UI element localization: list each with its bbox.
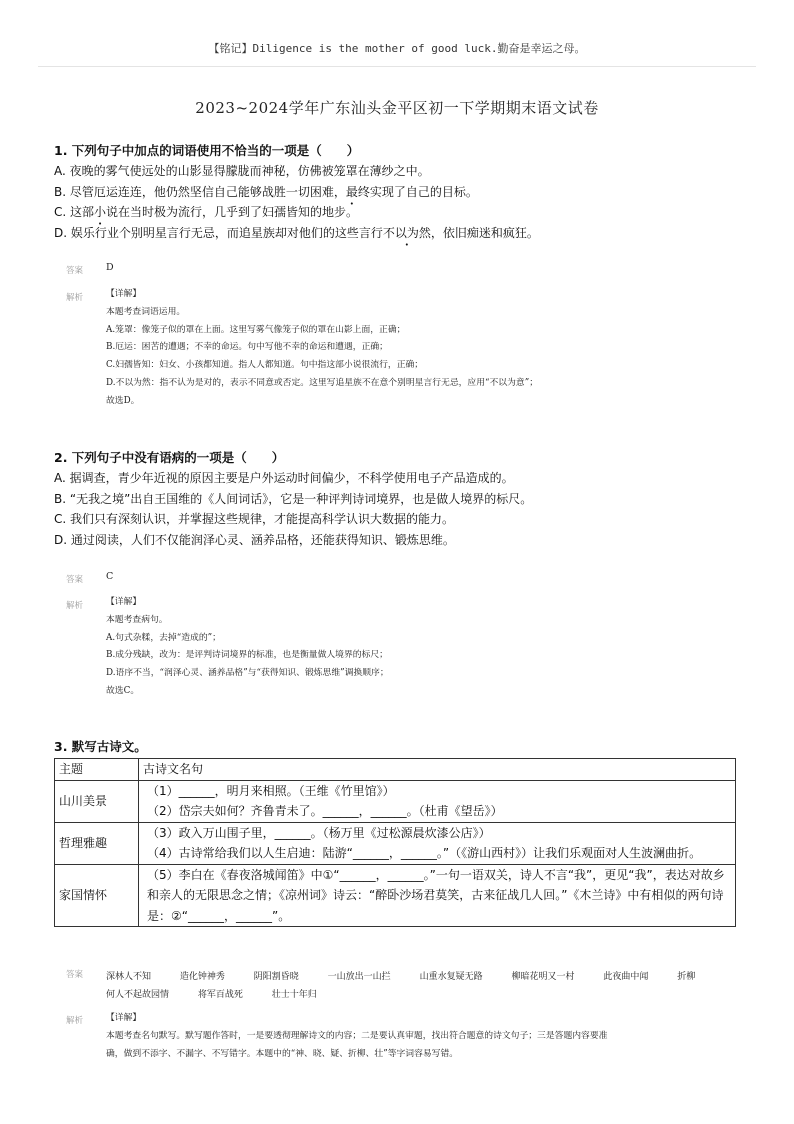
poem-line: （3）政入万山围子里，______。（杨万里《过松源晨炊漆公店》） (147, 825, 491, 840)
table-row (55, 864, 736, 927)
dotted-word: 小 (94, 205, 107, 220)
question-2-option-a: A. 据调查，青少年近视的原因主要是户外运动时间偏少，不科学使用电子产品造成的。 (54, 471, 514, 485)
analysis-text: 【详解】 本题考查词语运用。 A.笼罩：像笼子似的罩在上面。这里写雾气像笼子似的罩在山影上面，正确； B.厄运：困苦的遭遇；不幸的命运。句中写他不幸的命运和遭遇，正确； C.妇孺皆知：妇女、小孩都知道。指人人都知道。句中指这部小说很流行，正确； D.不以为然：指不认为是对的，表示不同意或否定。这里写追星族不在意个别明星言行无忌，应用“不以为意”； 故选D。 (106, 289, 538, 406)
dotted-word: 不以为然 (382, 225, 431, 240)
table-row (55, 822, 736, 864)
question-2-option-d: D. 通过阅读，人们不仅能润泽心灵、涵养品格，还能获得知识、锻炼思维。 (54, 532, 455, 547)
analysis-label: 解析 (66, 601, 84, 611)
answer-item: 造化钟神秀 (179, 972, 225, 982)
question-1-option-a: A. 夜晚的雾气使远处的山影显得朦胧而神秘，仿佛被笼罩在薄纱之中。 (54, 164, 430, 178)
poem-table (54, 758, 736, 927)
poem-line: （4）古诗常给我们以人生启迪：陆游“______，______。”（《游山西村》）让我们乐观面对人生波澜曲折。 (147, 846, 702, 860)
table-header-row (55, 759, 736, 781)
answer-item: 阴阳割昏晓 (253, 972, 299, 982)
question-2-option-c: C. 我们只有深刻认识，并掌握这些规律，才能提高科学认识大数据的能力。 (54, 512, 455, 527)
motto: 【铭记】Diligence is the mother of good luck.勤奋是幸运之母。 (208, 42, 586, 55)
answer-item: 此夜曲中闻 (603, 972, 649, 982)
question-1-stem: 1. 下列句子中加点的词语使用不恰当的一项是（ ） (54, 143, 360, 158)
answer-item: 壮士十年归 (271, 990, 317, 1000)
question-3-stem: 3. 默写古诗文。 (54, 739, 147, 754)
answer-label: 答案 (66, 575, 84, 585)
poem-line: （2）岱宗夫如何？齐鲁青未了。______，______。（杜甫《望岳》） (147, 804, 503, 818)
question-1-option-b: B. 尽管厄运连连，他仍然坚信自己能够战胜一切困难，最终实现了自己的目标。 (54, 184, 478, 199)
question-3-solution (66, 1012, 756, 1092)
question-1-solution (66, 262, 756, 422)
row-topic: 家国情怀 (55, 864, 139, 927)
answer-item: 折柳 (677, 972, 696, 982)
table-row (55, 780, 736, 822)
table-header-topic: 主题 (55, 759, 139, 781)
question-1 (54, 141, 744, 243)
answer-label: 答案 (66, 970, 84, 980)
question-3-answers (106, 968, 746, 1004)
analysis-label: 解析 (66, 293, 84, 303)
row-content (139, 780, 736, 822)
poem-line: （1）______，明月来相照。（王维《竹里馆》） (147, 783, 395, 798)
answer-item: 深林人不知 (106, 972, 152, 982)
question-2-option-b: B. “无我之境”出自王国维的《人间词话》，它是一种评判诗词境界，也是做人境界的标尺。 (54, 491, 533, 506)
question-1-option-c: C. 这部小说在当时极为流行，几乎到了妇孺皆知的地步。 (54, 205, 359, 220)
answer-item: 将军百战死 (197, 990, 243, 1000)
row-topic: 哲理雅趣 (55, 822, 139, 864)
answer-value: C (106, 571, 114, 582)
answer-label: 答案 (66, 266, 84, 276)
question-2-stem: 2. 下列句子中没有语病的一项是（ ） (54, 450, 285, 465)
answer-item: 柳暗花明又一村 (511, 972, 575, 982)
analysis-label: 解析 (66, 1016, 84, 1026)
answer-value: D (106, 262, 114, 273)
row-content (139, 864, 736, 927)
page-title: 2023~2024学年广东汕头金平区初一下学期期末语文试卷 (195, 99, 599, 117)
answer-item: 一山放出一山拦 (327, 972, 391, 982)
answer-item: 何人不起故园情 (106, 990, 170, 1000)
question-2 (54, 448, 744, 550)
question-1-option-d: D. 娱乐行业个别明星言行无忌，而追星族却对他们的这些言行不以为然，依旧痴迷和疯狂。 (54, 225, 539, 240)
answer-item: 山重水复疑无路 (419, 972, 483, 982)
question-2-solution (66, 571, 756, 711)
row-topic: 山川美景 (55, 780, 139, 822)
header-divider (38, 66, 756, 67)
dotted-word: 最 (345, 184, 358, 199)
analysis-text: 【详解】 本题考查名句默写。默写题作答时，一是要透彻理解诗文的内容；二是要认真审题，找出符合题意的诗文句子；三是答题内容要准 确，做到不添字、不漏字、不写错字。本题中的“神、晓、疑、折柳、壮”等字词容易写错。 (106, 1013, 608, 1059)
poem-line: （5）李白在《春夜洛城闻笛》中①“______，______。”一句一语双关，诗人不言“我”，更见“我”，表达对故乡和亲人的无限思念之情；《凉州词》诗云：“醉卧沙场君莫笑，古来征战几人回。”《木兰诗》中有相似的两句诗是：②“______，______”。 (147, 867, 725, 923)
analysis-text: 【详解】 本题考查病句。 A.句式杂糅，去掉“造成的”； B.成分残缺，改为：是评判诗词境界的标准，也是衡量做人境界的标尺； D.语序不当，“润泽心灵、涵养品格”与“获得知识、锻炼思维”调换顺序； 故选C。 (106, 597, 389, 696)
table-header-items: 古诗文名句 (139, 759, 736, 781)
row-content (139, 822, 736, 864)
question-3 (54, 737, 744, 757)
